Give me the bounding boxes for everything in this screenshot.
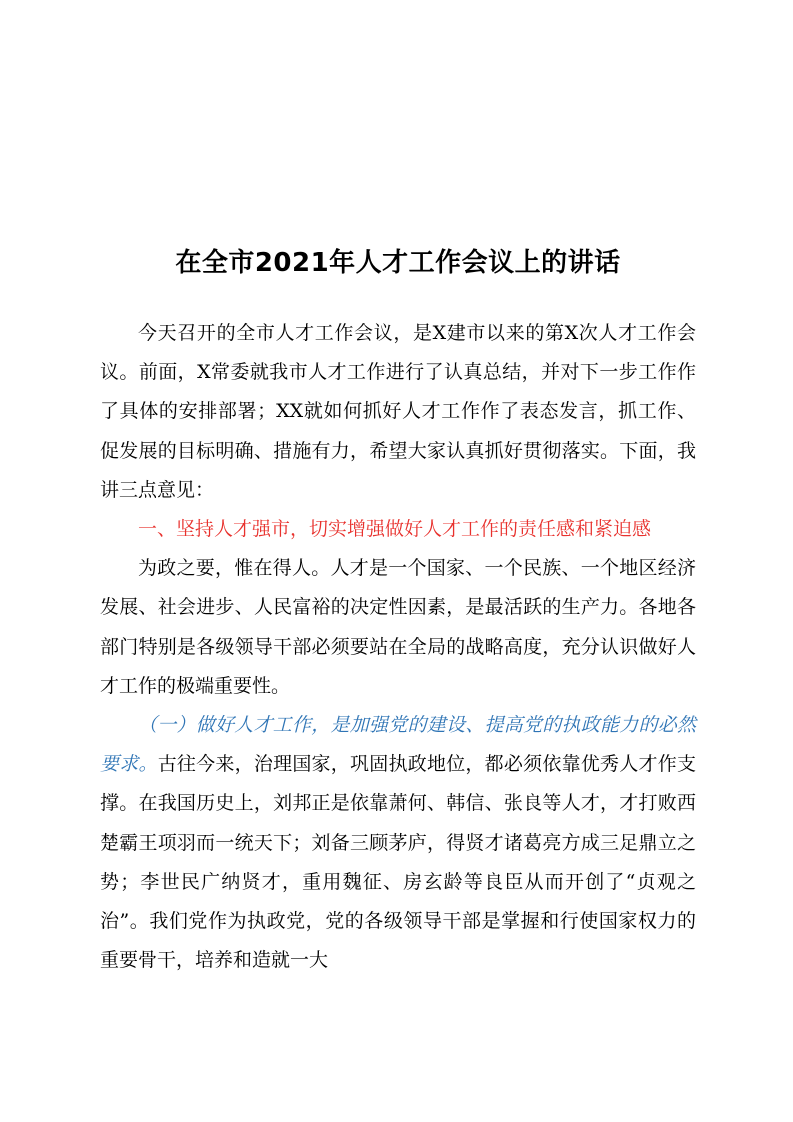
section-1-paragraph: 为政之要，惟在得人。人才是一个国家、一个民族、一个地区经济发展、社会进步、人民富裕的决定性因素，是最活跃的生产力。各地各部门特别是各级领导干部必须要站在全局的战略高度，充分认识做好人才工作的极端重要性。 <box>100 557 696 697</box>
subsection-1-paragraph <box>100 706 696 980</box>
section-1-heading: 一、坚持人才强市，切实增强做好人才工作的责任感和紧迫感 <box>138 518 652 541</box>
intro-paragraph: 今天召开的全市人才工作会议，是X建市以来的第X次人才工作会议。前面，X常委就我市人才工作进行了认真总结，并对下一步工作作了具体的安排部署；XX就如何抓好人才工作作了表态发言，抓工作、促发展的目标明确、措施有力，希望大家认真抓好贯彻落实。下面，我讲三点意见： <box>100 322 696 501</box>
document-title: 在全市2021年人才工作会议上的讲话 <box>175 248 621 278</box>
subsection-1-lead: （一）做好人才工作，是加强党的建设、提高党的执政能力的必然要求。 <box>100 714 696 776</box>
subsection-1-body: 古往今来，治理国家，巩固执政地位，都必须依靠优秀人才作支撑。在我国历史上，刘邦正是依靠萧何、韩信、张良等人才，才打败西楚霸王项羽而一统天下；刘备三顾茅庐，得贤才诸葛亮方成三足鼎立之势；李世民广纳贤才，重用魏征、房玄龄等良臣从而开创了“贞观之治”。我们党作为执政党，党的各级领导干部是掌握和行使国家权力的重要骨干，培养和造就一大 <box>100 753 696 972</box>
document-body <box>100 314 696 980</box>
